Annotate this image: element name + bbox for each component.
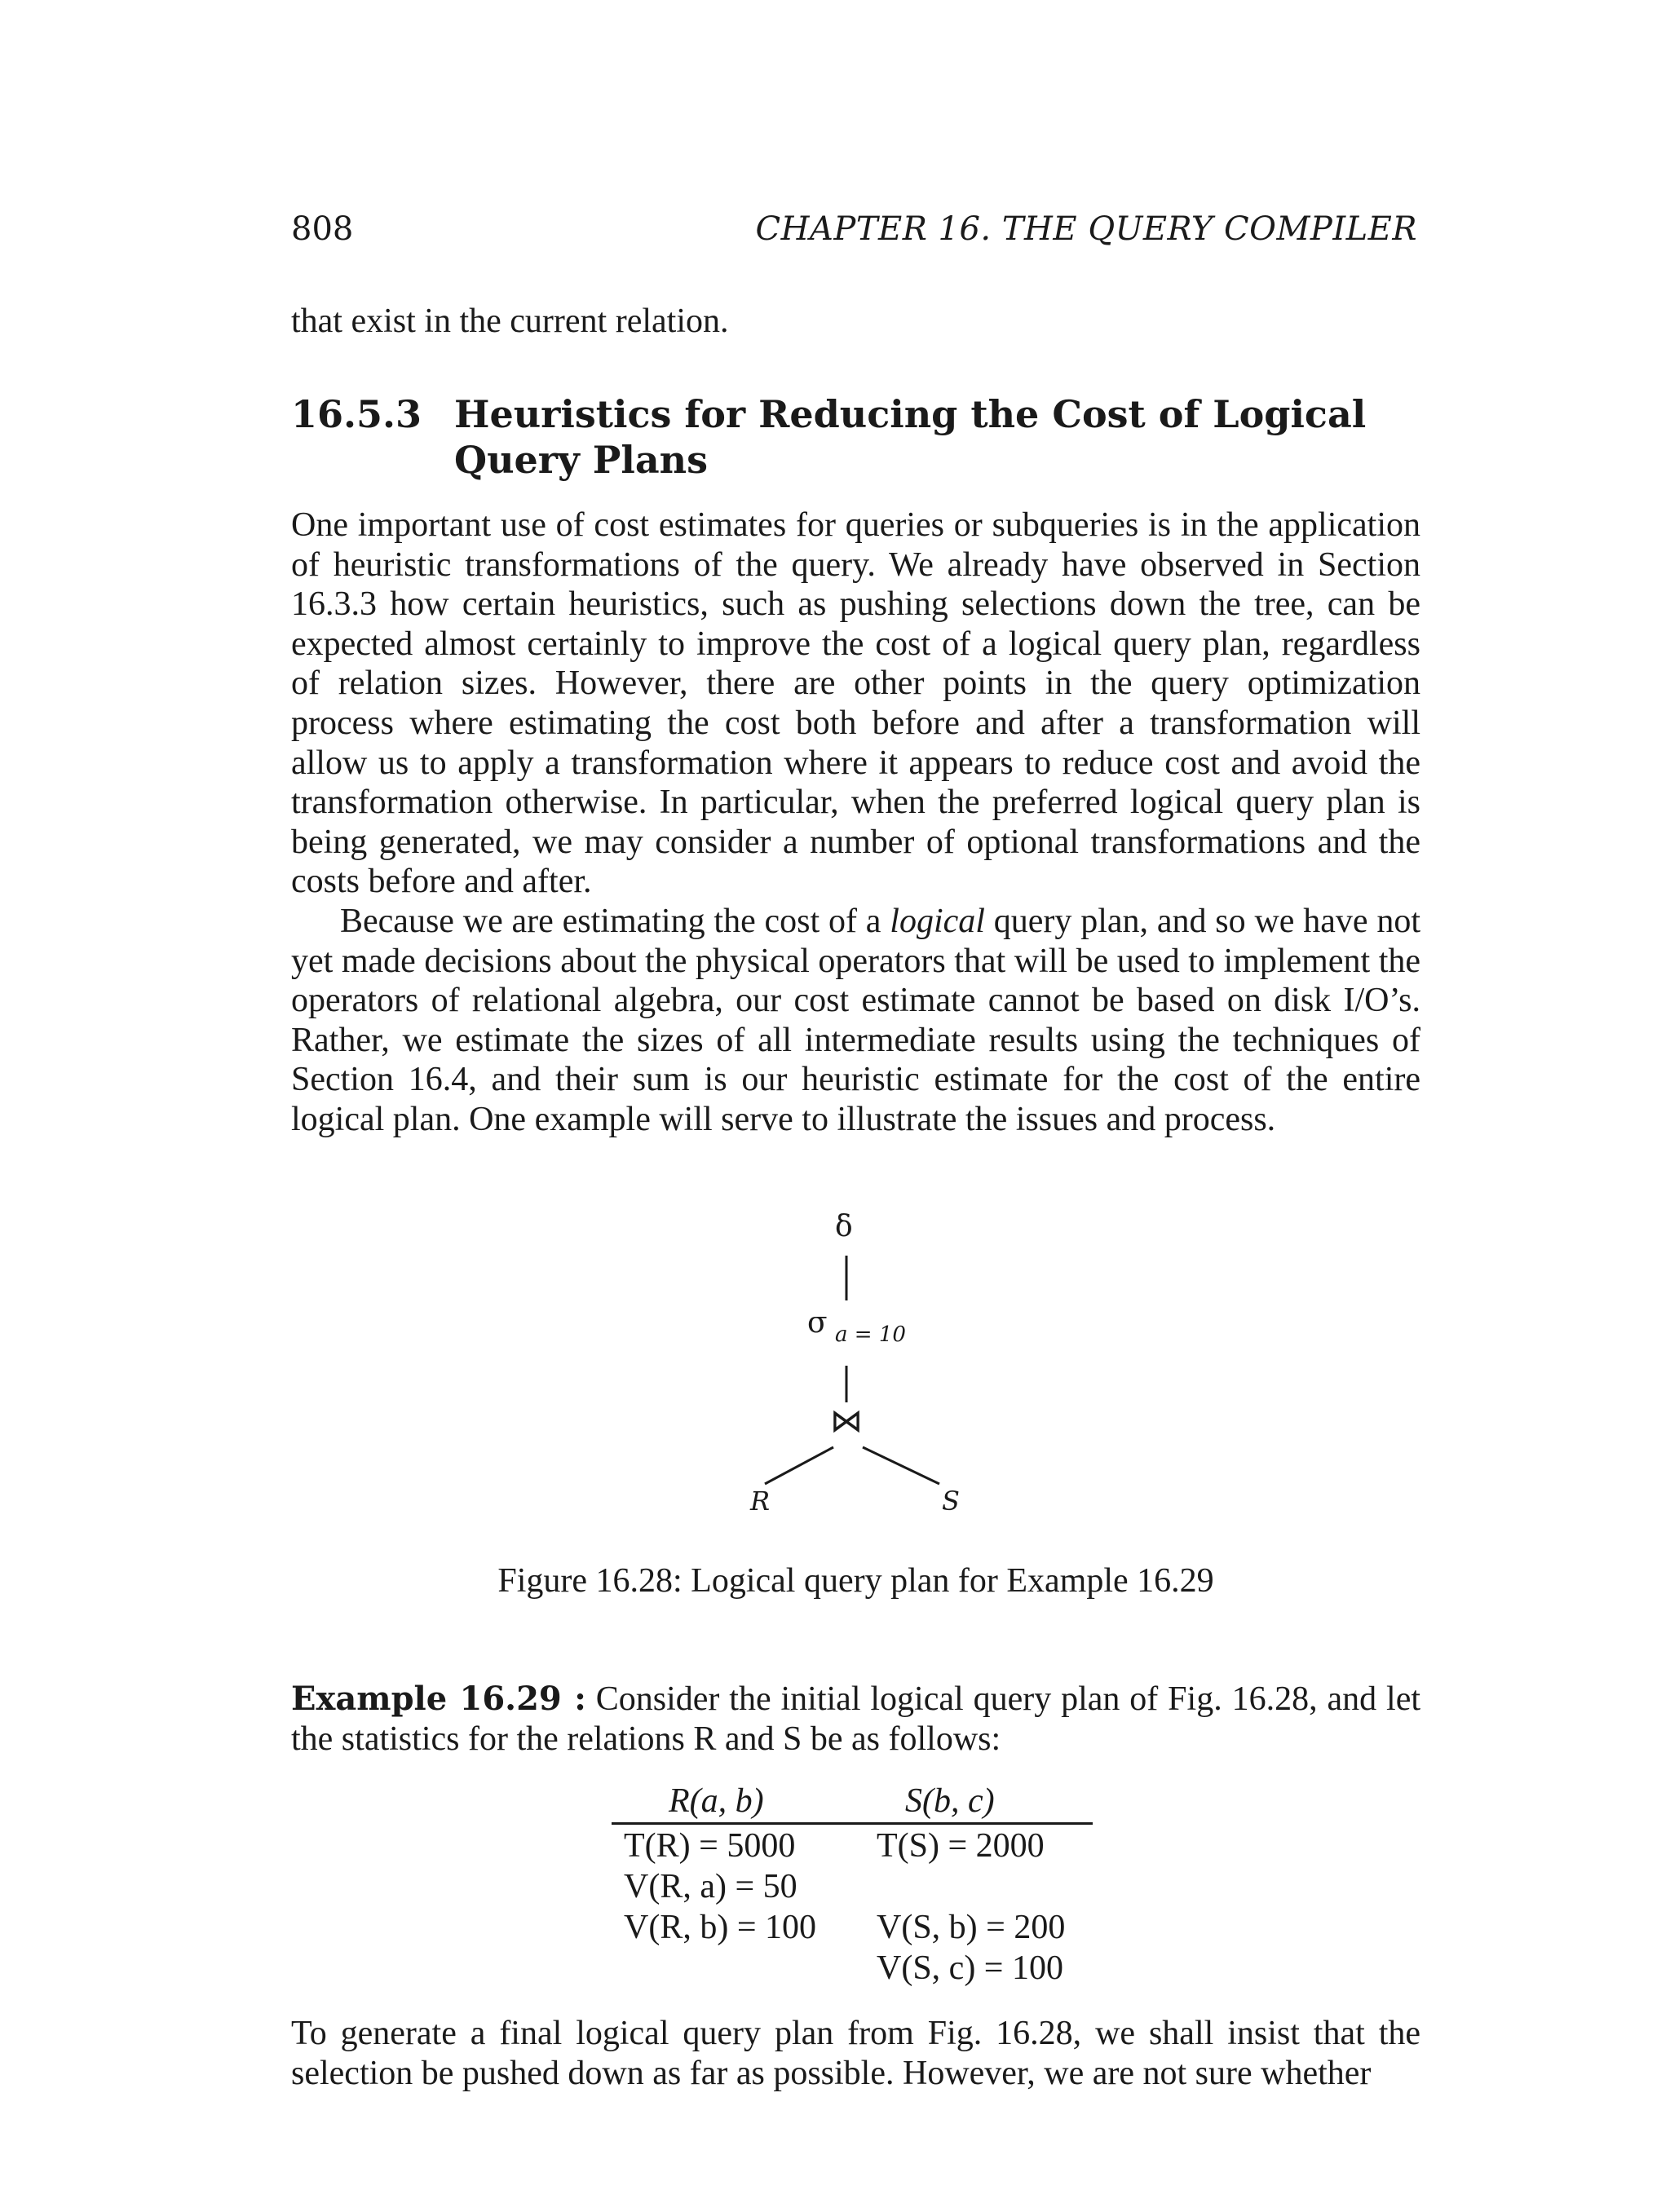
section-number: 16.5.3	[291, 392, 422, 436]
carry-over-line: that exist in the current relation.	[291, 302, 729, 340]
sigma-node: σ	[807, 1306, 828, 1340]
para2-text-b: query plan, and so we have not yet made decisions about the physical operators that will be used to implement the operators of relational algebra, our cost estimate cannot be based on disk I/O’s. Rather, we estimate the sizes of all intermediate results using the techniques of Section 16.4, and their sum is our heuristic estimate for the cost of the entire logical plan. One example will serve to illustrate the issues and process.	[291, 903, 1421, 1138]
para2-italic-term: logical	[890, 903, 985, 940]
running-head: CHAPTER 16. THE QUERY COMPILER	[755, 210, 1417, 248]
section-title: Heuristics for Reducing the Cost of Logical Query Plans	[454, 392, 1367, 482]
r-row-2: V(R, a) = 50	[624, 1868, 797, 1905]
r-row-3: V(R, b) = 100	[624, 1909, 817, 1946]
body-paragraph-2	[291, 902, 1420, 1140]
body-paragraph-3: To generate a final logical query plan from Fig. 16.28, we shall insist that the selection be pushed down as far as possible. However, we are not sure whether	[291, 2015, 1420, 2092]
section-heading	[291, 391, 1420, 483]
r-row-1: T(R) = 5000	[624, 1827, 796, 1865]
example-text: Consider the initial logical query plan of Fig. 16.28, and let the statistics for the relations R and S be as follows:	[291, 1680, 1420, 1758]
figure-caption: Figure 16.28: Logical query plan for Example 16.29	[497, 1562, 1214, 1600]
query-plan-tree	[693, 1199, 1019, 1525]
s-row-1: T(S) = 2000	[877, 1827, 1045, 1865]
edge-join-r	[765, 1447, 833, 1484]
join-node: ⋈	[830, 1402, 863, 1440]
leaf-s: S	[942, 1486, 960, 1517]
statistics-table	[612, 1782, 1101, 1993]
query-plan-figure	[693, 1199, 1019, 1525]
body-paragraph-1: One important use of cost estimates for queries or subqueries is in the application of heuristic transformations of the query. We already have observed in Section 16.3.3 how certain heuristics, such as pushing selections down the tree, can be expected almost certainly to improve the cost of a logical query plan, regardless of relation sizes. However, there are other points in the query optimization process where estimating the cost both before and after a transformation will allow us to apply a transformation where it appears to reduce cost and avoid the transformation otherwise. In particular, when the preferred logical query plan is being generated, we may consider a number of optional transformations and the costs before and after.	[291, 506, 1420, 901]
s-row-3: V(S, b) = 200	[877, 1909, 1066, 1946]
header-rule	[612, 1822, 1093, 1825]
s-row-4: V(S, c) = 100	[877, 1949, 1063, 1987]
sigma-condition: a = 10	[835, 1322, 906, 1347]
s-header: S(b, c)	[905, 1782, 995, 1820]
edge-join-s	[863, 1447, 939, 1484]
example-paragraph	[291, 1680, 1420, 1759]
example-label: Example 16.29 :	[291, 1680, 586, 1718]
delta-node: δ	[835, 1210, 853, 1243]
para2-text-a: Because we are estimating the cost of a	[340, 903, 890, 940]
page-number: 808	[291, 210, 354, 248]
r-header: R(a, b)	[669, 1782, 764, 1820]
leaf-r: R	[750, 1486, 771, 1517]
